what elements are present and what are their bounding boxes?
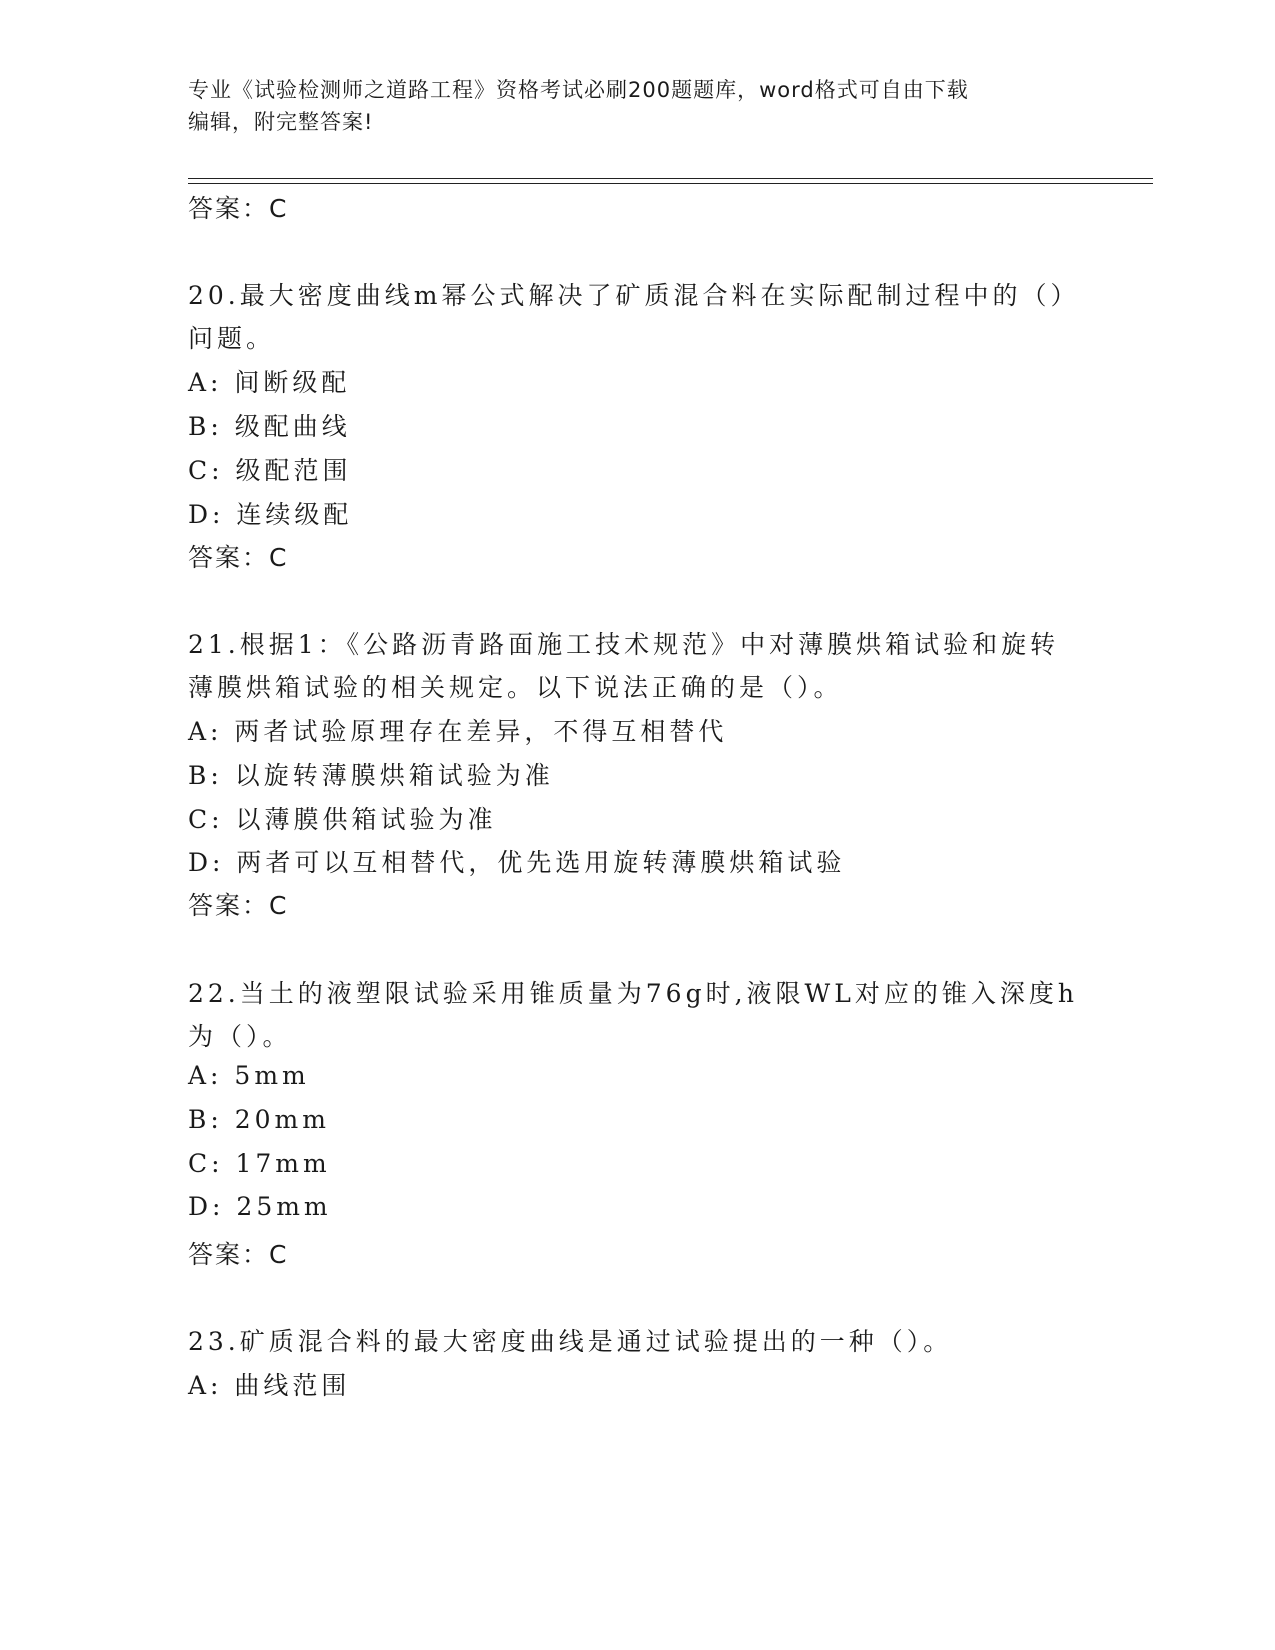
option-line: A: 5mm (188, 1061, 310, 1090)
question-line: 22.当土的液塑限试验采用锥质量为76g时,液限WL对应的锥入深度h (188, 979, 1078, 1008)
option-line: C: 以薄膜供箱试验为准 (188, 805, 497, 834)
question-line: 问题。 (188, 324, 276, 353)
option-line: D: 25mm (188, 1192, 332, 1221)
option-line: C: 17mm (188, 1149, 331, 1178)
question-line: 为（）。 (188, 1022, 292, 1051)
header-line-2: 编辑，附完整答案! (188, 110, 374, 134)
option-line: A: 曲线范围 (188, 1371, 351, 1400)
option-line: D: 连续级配 (188, 500, 353, 529)
document-header (188, 74, 1088, 138)
question-line: 21.根据1：《公路沥青路面施工技术规范》中对薄膜烘箱试验和旋转 (188, 630, 1060, 659)
question-line: 23.矿质混合料的最大密度曲线是通过试验提出的一种（）。 (188, 1327, 953, 1356)
answer-line: 答案：C (188, 194, 289, 223)
option-line: B: 20mm (188, 1105, 330, 1134)
option-line: C: 级配范围 (188, 456, 352, 485)
option-line: B: 以旋转薄膜烘箱试验为准 (188, 761, 554, 790)
answer-line: 答案：C (188, 1240, 289, 1269)
option-line: B: 级配曲线 (188, 412, 351, 441)
option-line: A: 两者试验原理存在差异，不得互相替代 (188, 717, 728, 746)
question-line: 20.最大密度曲线m幂公式解决了矿质混合料在实际配制过程中的（） (188, 281, 1080, 310)
question-line: 薄膜烘箱试验的相关规定。以下说法正确的是（）。 (188, 673, 843, 702)
option-line: A: 间断级配 (188, 368, 351, 397)
answer-line: 答案：C (188, 891, 289, 920)
option-line: D: 两者可以互相替代，优先选用旋转薄膜烘箱试验 (188, 848, 846, 877)
header-divider-top (188, 178, 1153, 179)
header-line-1: 专业《试验检测师之道路工程》资格考试必刷200题题库，word格式可自由下载 (188, 78, 969, 102)
header-divider-bottom (188, 183, 1153, 184)
answer-line: 答案：C (188, 543, 289, 572)
